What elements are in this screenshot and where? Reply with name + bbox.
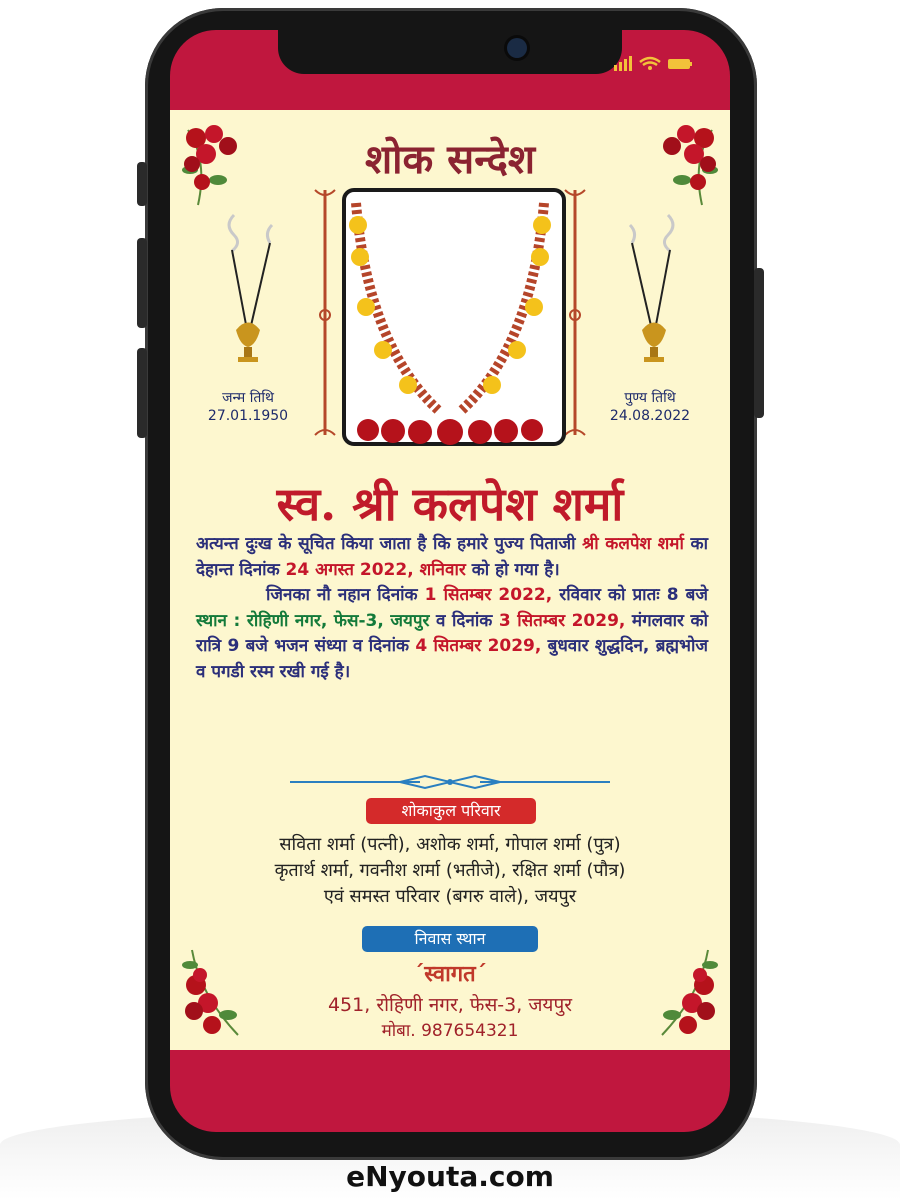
message-name: श्री कलपेश शर्मा — [582, 534, 684, 554]
condolence-card — [170, 110, 730, 1050]
welcome-text: ´स्वागत´ — [413, 962, 487, 987]
message-text: व दिनांक — [429, 610, 499, 631]
incense-icon — [212, 205, 282, 375]
volume-down-button — [137, 238, 147, 328]
residence-address: 451, रोहिणी नगर, फेस-3, जयपुर — [327, 994, 573, 1016]
volume-up-button — [137, 162, 147, 206]
signal-icon — [614, 56, 632, 71]
ornament-left — [310, 185, 340, 445]
message-date: 3 सितम्बर 2029, — [498, 610, 626, 631]
message-date: 1 सितम्बर 2022, — [424, 585, 553, 605]
wifi-icon — [640, 58, 660, 70]
message-text: को हो गया है। — [465, 559, 560, 580]
family-header: शोकाकुल परिवार — [366, 798, 536, 824]
rose-corner-icon — [642, 945, 722, 1040]
message-text: रविवार को प्रातः 8 बजे — [552, 585, 708, 605]
page-title: शोक सन्देश — [364, 136, 536, 183]
divider-ornament — [290, 772, 610, 792]
family-line: एवं समस्त परिवार (बगरु वाले), जयपुर — [323, 886, 577, 907]
mute-button — [137, 348, 147, 438]
mobile-number: मोबा. 987654321 — [381, 1021, 519, 1041]
residence-header: निवास स्थान — [362, 926, 538, 952]
notch — [278, 28, 622, 74]
battery-icon — [668, 59, 692, 69]
message-text: जिनका नौ नहान दिनांक — [266, 585, 425, 605]
message-text: अत्यन्त दुःख के सूचित किया जाता है कि हमारे पुज्य पिताजी — [196, 534, 583, 554]
message-date: 4 सितम्बर 2029, — [415, 636, 542, 656]
birth-date: 27.01.1950 — [207, 408, 289, 424]
message-text: बुधवार शुद्धदिन, ब्रह्मभोज व पगडी रस्म रखी गई है। — [196, 636, 708, 682]
death-date-label: पुण्य तिथि — [624, 390, 676, 406]
family-line: कृतार्थ शर्मा, गवनीश शर्मा (भतीजे), रक्षित शर्मा (पौत्र) — [274, 860, 626, 881]
camera-icon — [507, 38, 527, 58]
status-bar — [614, 55, 694, 73]
message-text: का देहान्त दिनांक — [196, 534, 709, 580]
incense-icon — [620, 205, 690, 375]
garland-icon — [338, 185, 562, 450]
message-place: स्थान : रोहिणी नगर, फेस-3, जयपुर — [196, 610, 430, 631]
family-line: सविता शर्मा (पत्नी), अशोक शर्मा, गोपाल शर्मा (पुत्र) — [279, 834, 621, 855]
message-text: मंगलवार को रात्रि 9 बजे भजन संध्या व दिनांक — [196, 610, 709, 656]
condolence-message — [196, 532, 708, 685]
brand-watermark: eNyouta.com — [346, 1160, 554, 1193]
birth-date-label: जन्म तिथि — [222, 390, 274, 406]
death-date: 24.08.2022 — [609, 408, 691, 424]
rose-corner-icon — [178, 945, 258, 1040]
message-date: 24 अगस्त 2022, शनिवार — [285, 559, 466, 580]
family-list — [170, 832, 730, 910]
deceased-name: स्व. श्री कलपेश शर्मा — [276, 477, 624, 531]
power-button — [754, 268, 764, 418]
